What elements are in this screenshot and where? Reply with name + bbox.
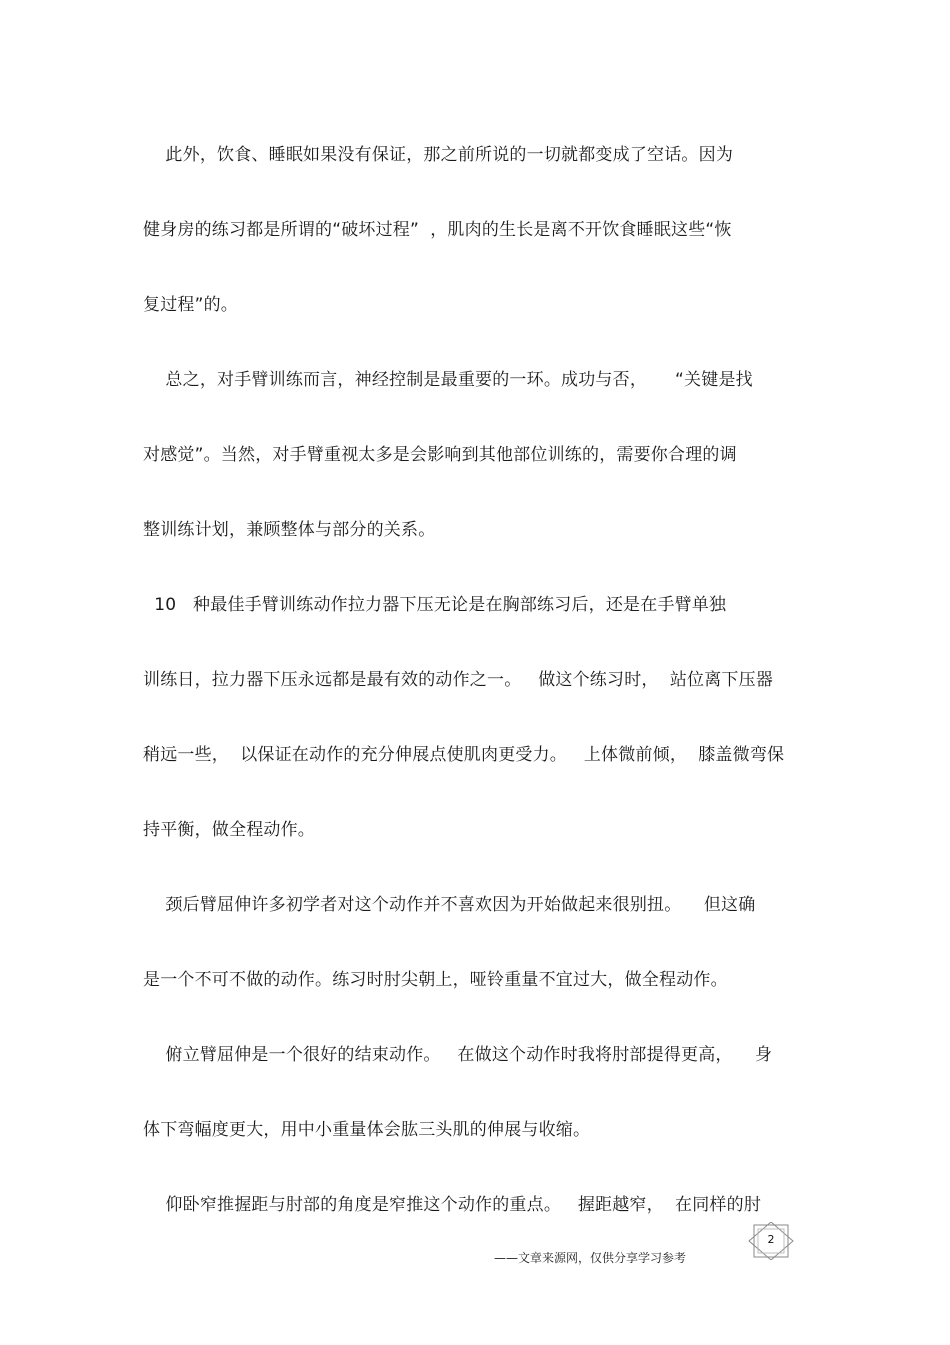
text-line-1: 此外，饮食、睡眠如果没有保证，那之前所说的一切就都变成了空话。因为 — [143, 145, 734, 165]
text-line-5: 对感觉”。当然，对手臂重视太多是会影响到其他部位训练的，需要你合理的调 — [143, 445, 737, 465]
text-line-10: 持平衡，做全程动作。 — [143, 820, 315, 840]
text-line-15: 仰卧窄推握距与肘部的角度是窄推这个动作的重点。 握距越窄， 在同样的肘 — [143, 1195, 762, 1215]
text-line-11: 颈后臂屈伸许多初学者对这个动作并不喜欢因为开始做起来很别扭。 但这确 — [143, 895, 756, 915]
footer-source-note: ——文章来源网，仅供分享学习参考 — [494, 1251, 687, 1265]
page-number-badge — [748, 1222, 794, 1260]
text-line-6: 整训练计划，兼顾整体与部分的关系。 — [143, 520, 436, 540]
text-line-4: 总之，对手臂训练而言，神经控制是最重要的一环。成功与否， “关键是找 — [143, 370, 753, 390]
page-number: 2 — [767, 1233, 775, 1246]
text-line-9: 稍远一些， 以保证在动作的充分伸展点使肌肉更受力。 上体微前倾， 膝盖微弯保 — [143, 745, 785, 765]
text-line-8: 训练日，拉力器下压永远都是最有效的动作之一。 做这个练习时， 站位离下压器 — [143, 670, 774, 690]
text-line-12: 是一个不可不做的动作。练习时肘尖朝上，哑铃重量不宜过大，做全程动作。 — [143, 970, 728, 990]
text-line-3: 复过程”的。 — [143, 295, 239, 315]
text-line-13: 俯立臂屈伸是一个很好的结束动作。 在做这个动作时我将肘部提得更高， 身 — [143, 1045, 773, 1065]
text-line-2: 健身房的练习都是所谓的“破坏过程” ，肌肉的生长是离不开饮食睡眠这些“恢 — [143, 220, 732, 240]
text-line-7: 10 种最佳手臂训练动作拉力器下压无论是在胸部练习后，还是在手臂单独 — [143, 595, 727, 615]
text-line-14: 体下弯幅度更大，用中小重量体会肱三头肌的伸展与收缩。 — [143, 1120, 591, 1140]
